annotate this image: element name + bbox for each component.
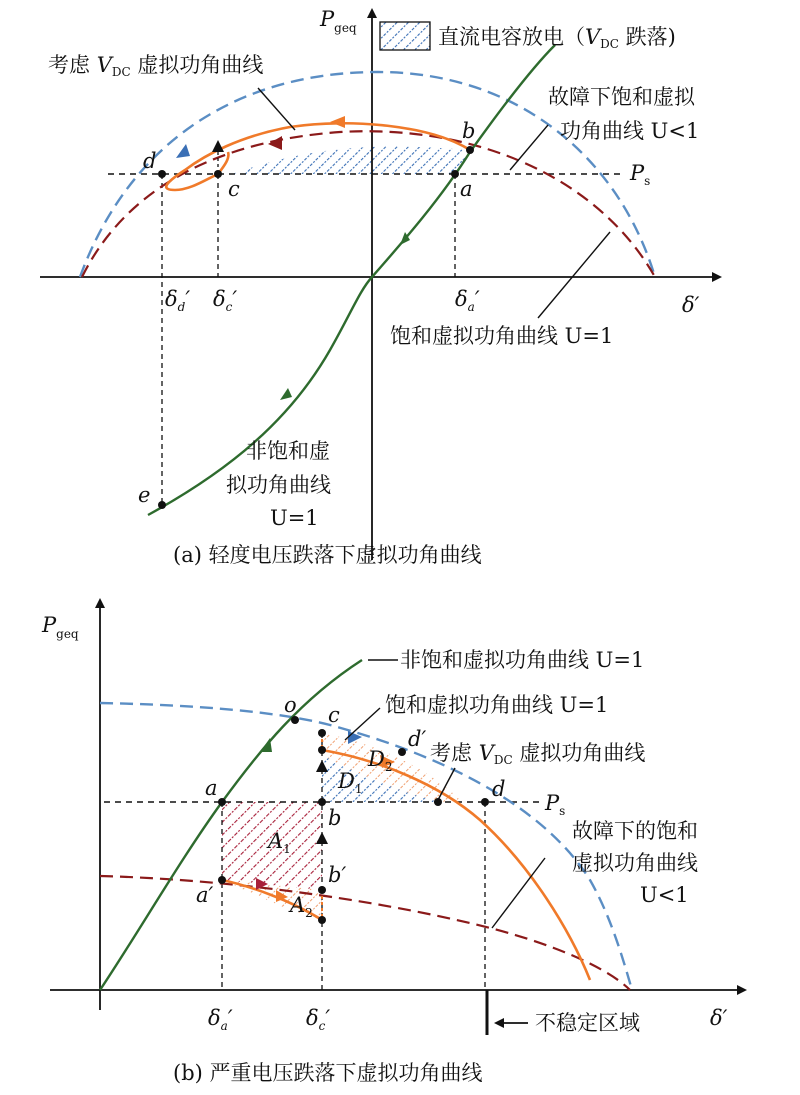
point-label-c: c [228, 177, 240, 201]
red-arrow-a [268, 136, 282, 150]
tick-delta-a-b: $\delta_a'$ [208, 1006, 233, 1033]
black-arrow-c [212, 140, 224, 152]
label-fault-b-3: U<1 [640, 883, 689, 907]
leader-vdc-a [258, 88, 295, 130]
leader-fault-b [492, 858, 545, 928]
blue-arrow-a [176, 144, 190, 158]
point-a-b [218, 798, 226, 806]
green-arrow-b [260, 738, 272, 752]
label-fault-a-1: 故障下饱和虚拟 [548, 85, 695, 109]
label-sat-a: 饱和虚拟功角曲线 U=1 [390, 324, 614, 348]
x-axis-label-b: δ′ [710, 1006, 728, 1030]
point-label-b: b [462, 119, 476, 143]
point-b [466, 146, 474, 154]
point-c [214, 170, 222, 178]
point-label-b2: b′ [328, 863, 347, 887]
label-unstable: 不稳定区域 [535, 1011, 640, 1035]
figure-b [41, 600, 745, 1085]
legend-hatch-box [380, 22, 430, 50]
point-b2-b [318, 886, 326, 894]
y-axis-label-a: $P_{geq}$ [320, 7, 357, 35]
point-c-b [318, 729, 326, 737]
tick-delta-d: $\delta_d'$ [165, 287, 191, 314]
label-sat-b: 饱和虚拟功角曲线 U=1 [385, 693, 609, 717]
area-label-A2: $A_2$ [290, 893, 313, 920]
point-label-b: b [328, 806, 342, 830]
point-label-c: c [328, 703, 340, 727]
point-label-d: d [143, 149, 157, 173]
capacitor-discharge-area [232, 146, 470, 174]
x-axis-label-a: δ′ [682, 293, 700, 317]
point-d-b [481, 798, 489, 806]
label-nonsat-a-1: 非饱和虚 [246, 439, 330, 463]
point-d [158, 170, 166, 178]
label-vdc-b: 考虑 VDC 虚拟功角曲线 [430, 741, 646, 767]
point-o-b [291, 716, 299, 724]
caption-a: (a) 轻度电压跌落下虚拟功角曲线 [173, 543, 482, 567]
label-nonsat-b: 非饱和虚拟功角曲线 U=1 [400, 648, 645, 672]
point-label-o: o [284, 693, 297, 717]
leader-sat-a [538, 232, 610, 318]
label-fault-b-2: 虚拟功角曲线 [572, 851, 698, 875]
point-label-a: a [205, 776, 218, 800]
point-label-d: d [492, 777, 506, 801]
point-label-e: e [138, 483, 151, 507]
legend-text: 直流电容放电（VDC 跌落) [438, 25, 676, 51]
fault-curve-b [100, 876, 630, 990]
ps-label-a: $P_s$ [630, 161, 651, 188]
point-dprime-b [398, 748, 406, 756]
green-arrow-1 [280, 388, 292, 400]
point-e [158, 501, 166, 509]
point-c2-b [318, 746, 326, 754]
figure-a [40, 7, 720, 567]
orange-arrow-a [330, 116, 345, 128]
label-vdc-curve-a: 考虑 VDC 虚拟功角曲线 [48, 53, 264, 79]
point-label-d2: d′ [408, 727, 427, 751]
point-b-b [318, 798, 326, 806]
leader-fault-a [510, 125, 548, 170]
point-a [451, 170, 459, 178]
caption-b: (b) 严重电压跌落下虚拟功角曲线 [173, 1061, 483, 1085]
label-nonsat-a-2: 拟功角曲线 [226, 473, 331, 497]
area-label-D1: $D_1$ [338, 769, 363, 796]
area-label-A1: $A_1$ [268, 829, 291, 856]
point-d2-b [434, 798, 442, 806]
point-label-a: a [460, 177, 473, 201]
label-fault-a-2: 功角曲线 U<1 [560, 119, 700, 143]
label-nonsat-a-3: U=1 [270, 506, 319, 530]
point-label-a2: a′ [196, 883, 214, 907]
ps-label-b: $P_s$ [545, 791, 566, 818]
point-a2-b [218, 876, 226, 884]
tick-delta-c-b: $\delta_c'$ [306, 1006, 331, 1033]
label-fault-b-1: 故障下的饱和 [572, 819, 698, 843]
y-axis-label-b: $P_{geq}$ [42, 613, 79, 641]
tick-delta-a: $\delta_a'$ [455, 287, 480, 314]
point-e2-b [318, 916, 326, 924]
area-label-D2: $D_2$ [368, 747, 393, 774]
tick-delta-c: $\delta_c'$ [213, 287, 238, 314]
